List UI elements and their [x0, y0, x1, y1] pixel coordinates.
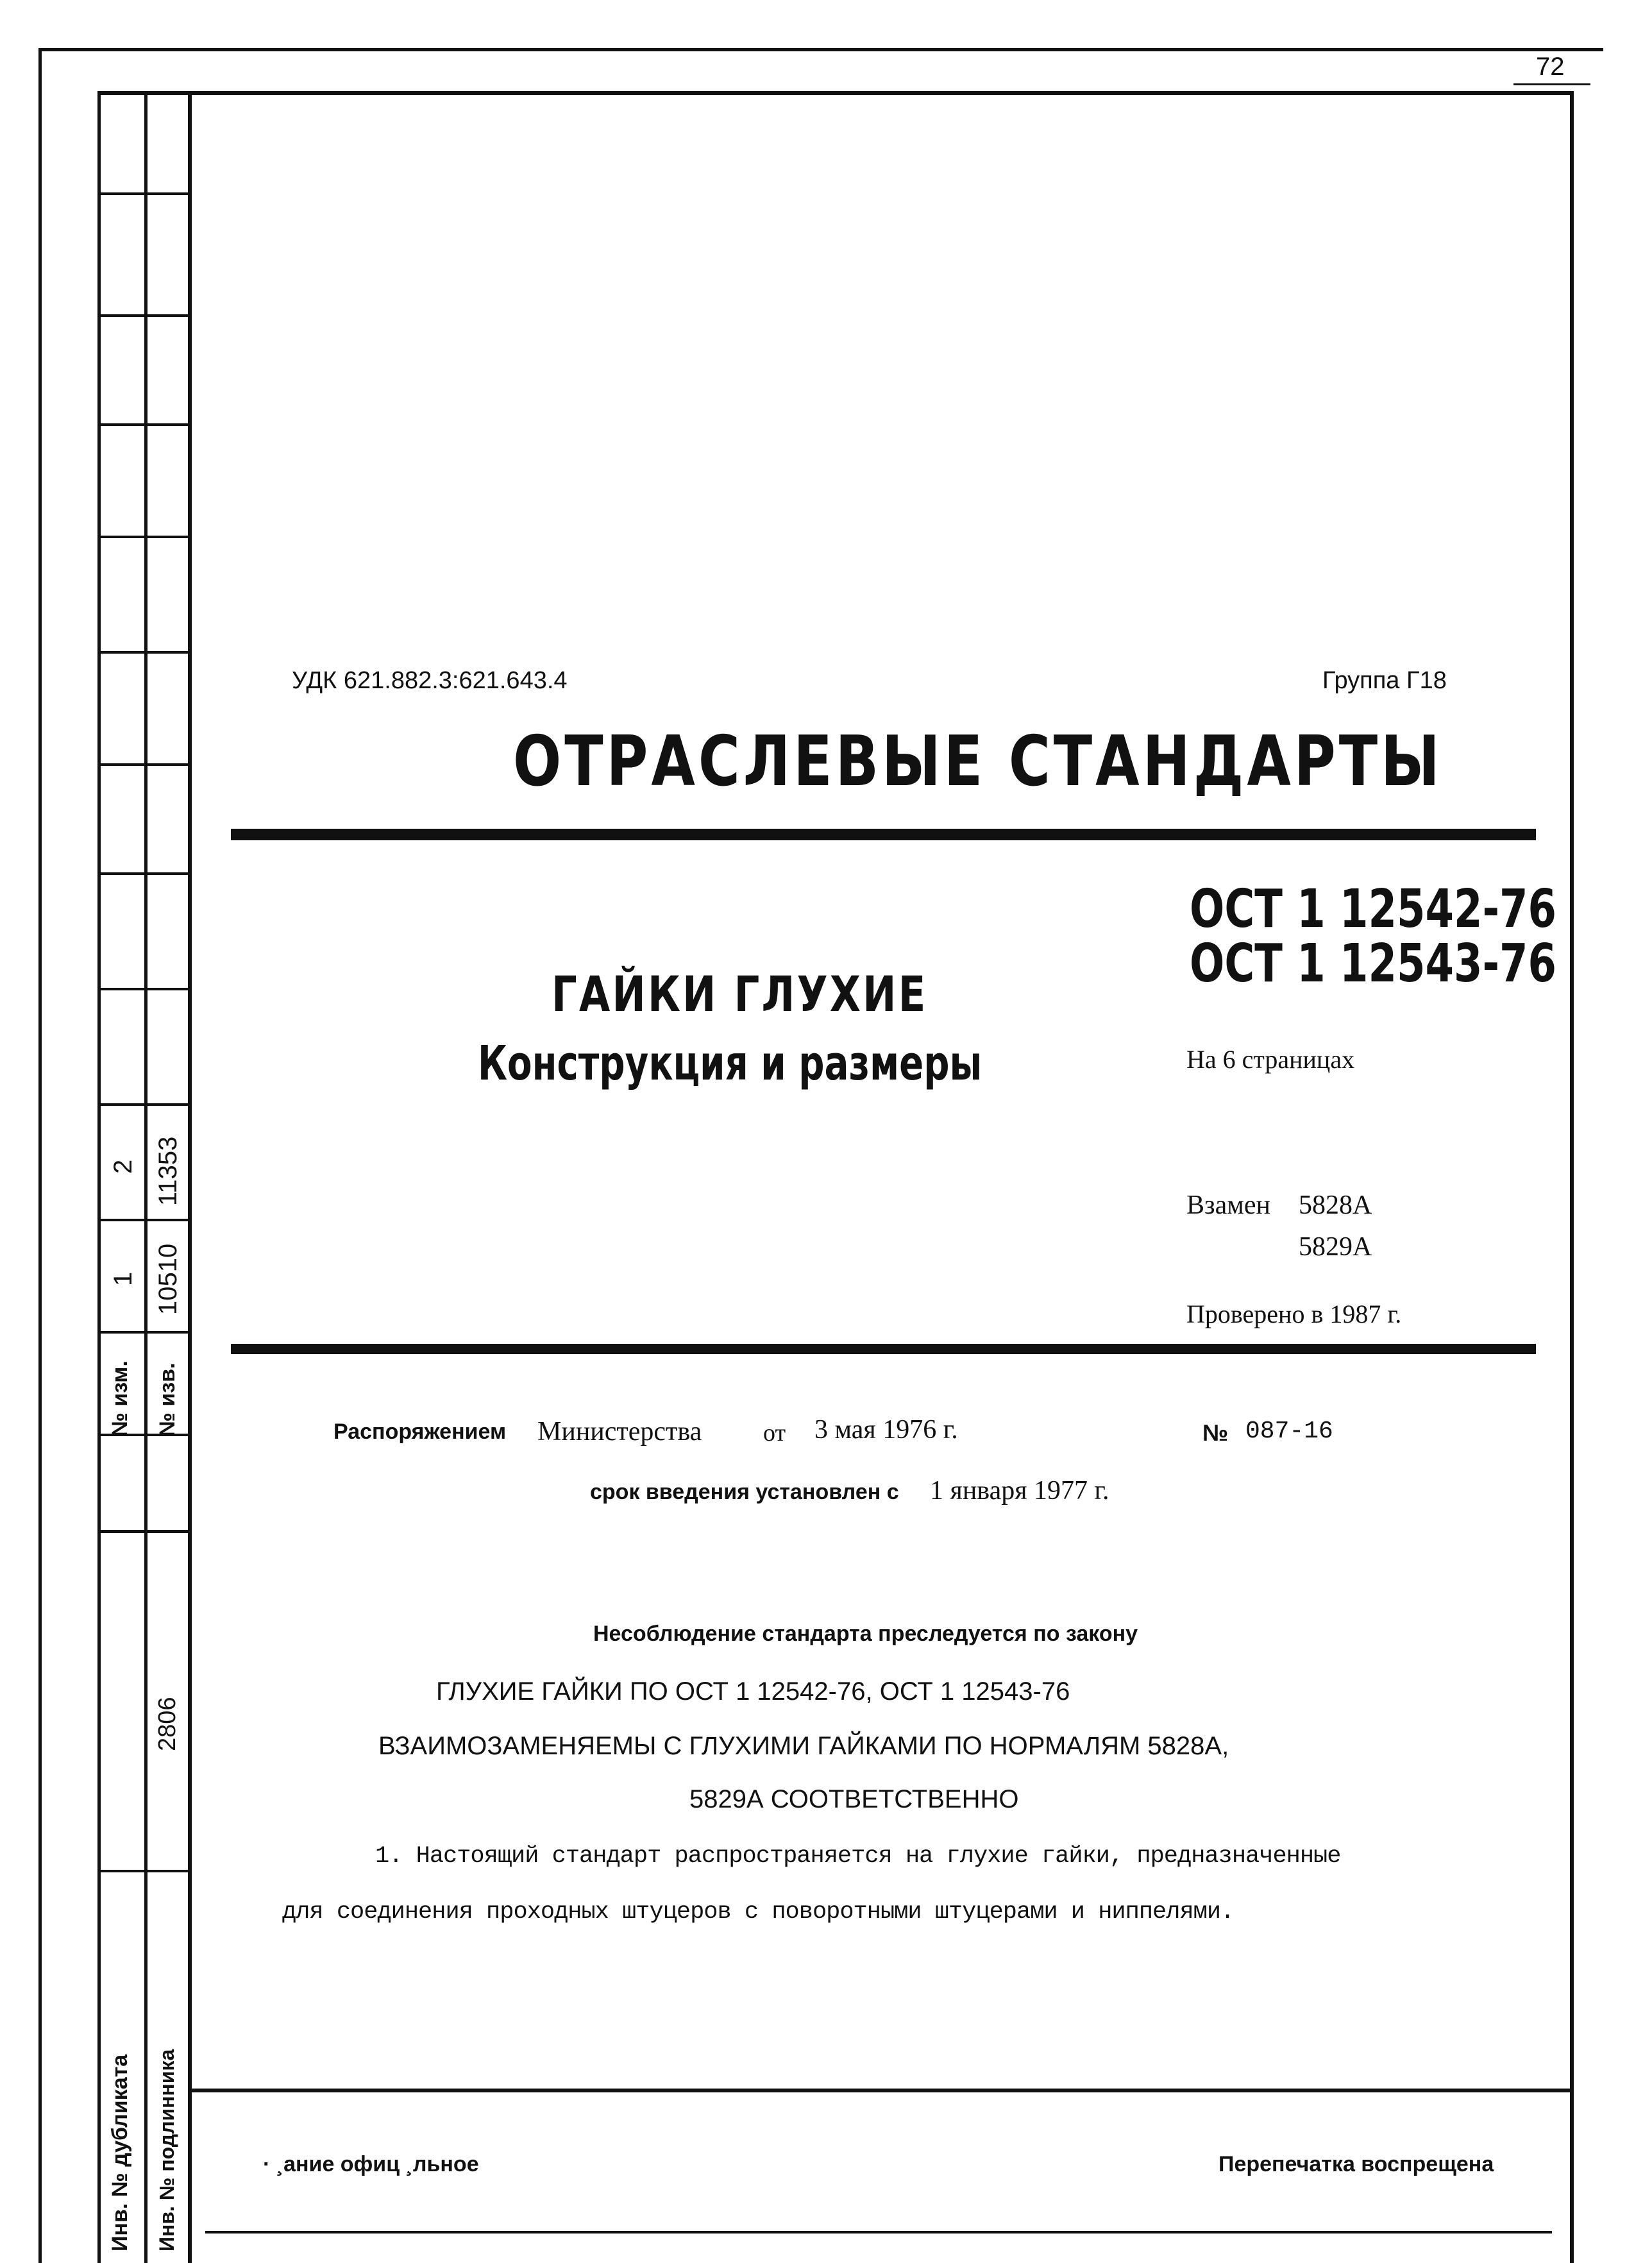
- standard-code-1: ОСТ 1 12542-76: [1190, 879, 1557, 940]
- izv-value-1: 10510: [154, 1243, 182, 1315]
- orig-value: 2806: [154, 1697, 181, 1751]
- inner-frame-right: [1570, 91, 1574, 2263]
- interchange-line-3: 5829А СООТВЕТСТВЕННО: [689, 1785, 1019, 1813]
- udk-code: УДК 621.882.3:621.643.4: [292, 667, 568, 694]
- interchange-line-2: ВЗАИМОЗАМЕНЯЕМЫ С ГЛУХИМИ ГАЙКАМИ ПО НОРМАЛЯМ 5828А,: [378, 1732, 1229, 1760]
- stamp-column-left: [144, 91, 148, 2263]
- stamp-divider: [97, 1331, 191, 1334]
- page-number: 72: [1536, 53, 1565, 81]
- middle-thick-rule: [231, 1344, 1536, 1354]
- stamp-divider: [97, 651, 191, 654]
- inner-frame-top: [97, 91, 1574, 95]
- document-title: ГАЙКИ ГЛУХИЕ: [552, 965, 928, 1022]
- replaces-value-2: 5829А: [1299, 1232, 1372, 1262]
- header-thick-rule: [231, 829, 1536, 840]
- outer-frame-top: [38, 48, 1603, 51]
- main-heading: ОТРАСЛЕВЫЕ СТАНДАРТЫ: [513, 722, 1443, 802]
- stamp-divider: [97, 763, 191, 766]
- stamp-divider: [97, 1870, 191, 1872]
- outer-frame-left: [38, 48, 42, 2263]
- izm-value-1: 1: [109, 1271, 137, 1286]
- order-authority: Министерства: [537, 1417, 702, 1446]
- bottom-rule: [205, 2231, 1552, 2233]
- stamp-divider: [97, 192, 191, 195]
- stamp-divider: [97, 1219, 191, 1221]
- izv-value-2: 11353: [154, 1136, 182, 1206]
- stamp-divider: [97, 988, 191, 990]
- interchange-line-1: ГЛУХИЕ ГАЙКИ ПО ОСТ 1 12542-76, ОСТ 1 12543-76: [436, 1677, 1070, 1706]
- footer-rule: [191, 2089, 1574, 2092]
- page-number-rule: [1513, 83, 1590, 85]
- paragraph-1-line-2: для соединения проходных штуцеров с поворотными штуцерами и ниппелями.: [282, 1899, 1235, 1926]
- dup-label: Инв. № дубликата: [108, 2054, 132, 2251]
- pages-note: На 6 страницах: [1186, 1045, 1355, 1074]
- footer-edition-note: · ¸ание офиц ¸льное: [263, 2152, 479, 2176]
- stamp-divider: [97, 536, 191, 538]
- order-date: 3 мая 1976 г.: [814, 1415, 958, 1445]
- effective-label: срок введения установлен с: [590, 1480, 899, 1504]
- content-frame-left: [188, 91, 192, 2263]
- order-from: от: [763, 1420, 786, 1446]
- footer-reprint-note: Перепечатка воспрещена: [1218, 2152, 1494, 2176]
- legal-note: Несоблюдение стандарта преследуется по закону: [593, 1622, 1138, 1646]
- orig-label: Инв. № подлинника: [155, 2049, 178, 2251]
- izv-label: № изв.: [155, 1362, 180, 1437]
- izm-value-2: 2: [109, 1159, 137, 1174]
- izm-label: № изм.: [108, 1360, 132, 1437]
- document-subtitle: Конструкция и размеры: [478, 1036, 982, 1091]
- checked-note: Проверено в 1987 г.: [1186, 1300, 1402, 1328]
- stamp-divider: [97, 314, 191, 317]
- paragraph-1-line-1: 1. Настоящий стандарт распространяется на глухие гайки, предназначенные: [375, 1843, 1341, 1870]
- inner-frame-left: [97, 91, 101, 2263]
- replaces-label: Взамен: [1186, 1191, 1270, 1220]
- order-label: Распоряжением: [333, 1420, 507, 1444]
- replaces-value-1: 5828А: [1299, 1191, 1372, 1220]
- standard-code-2: ОСТ 1 12543-76: [1190, 933, 1557, 994]
- group-code: Группа Г18: [1322, 667, 1447, 694]
- stamp-divider: [97, 423, 191, 426]
- effective-date: 1 января 1977 г.: [930, 1476, 1109, 1505]
- order-number: 087-16: [1245, 1418, 1333, 1445]
- order-number-label: №: [1202, 1420, 1229, 1446]
- stamp-divider: [97, 1103, 191, 1106]
- stamp-divider: [97, 1530, 191, 1533]
- stamp-divider: [97, 872, 191, 875]
